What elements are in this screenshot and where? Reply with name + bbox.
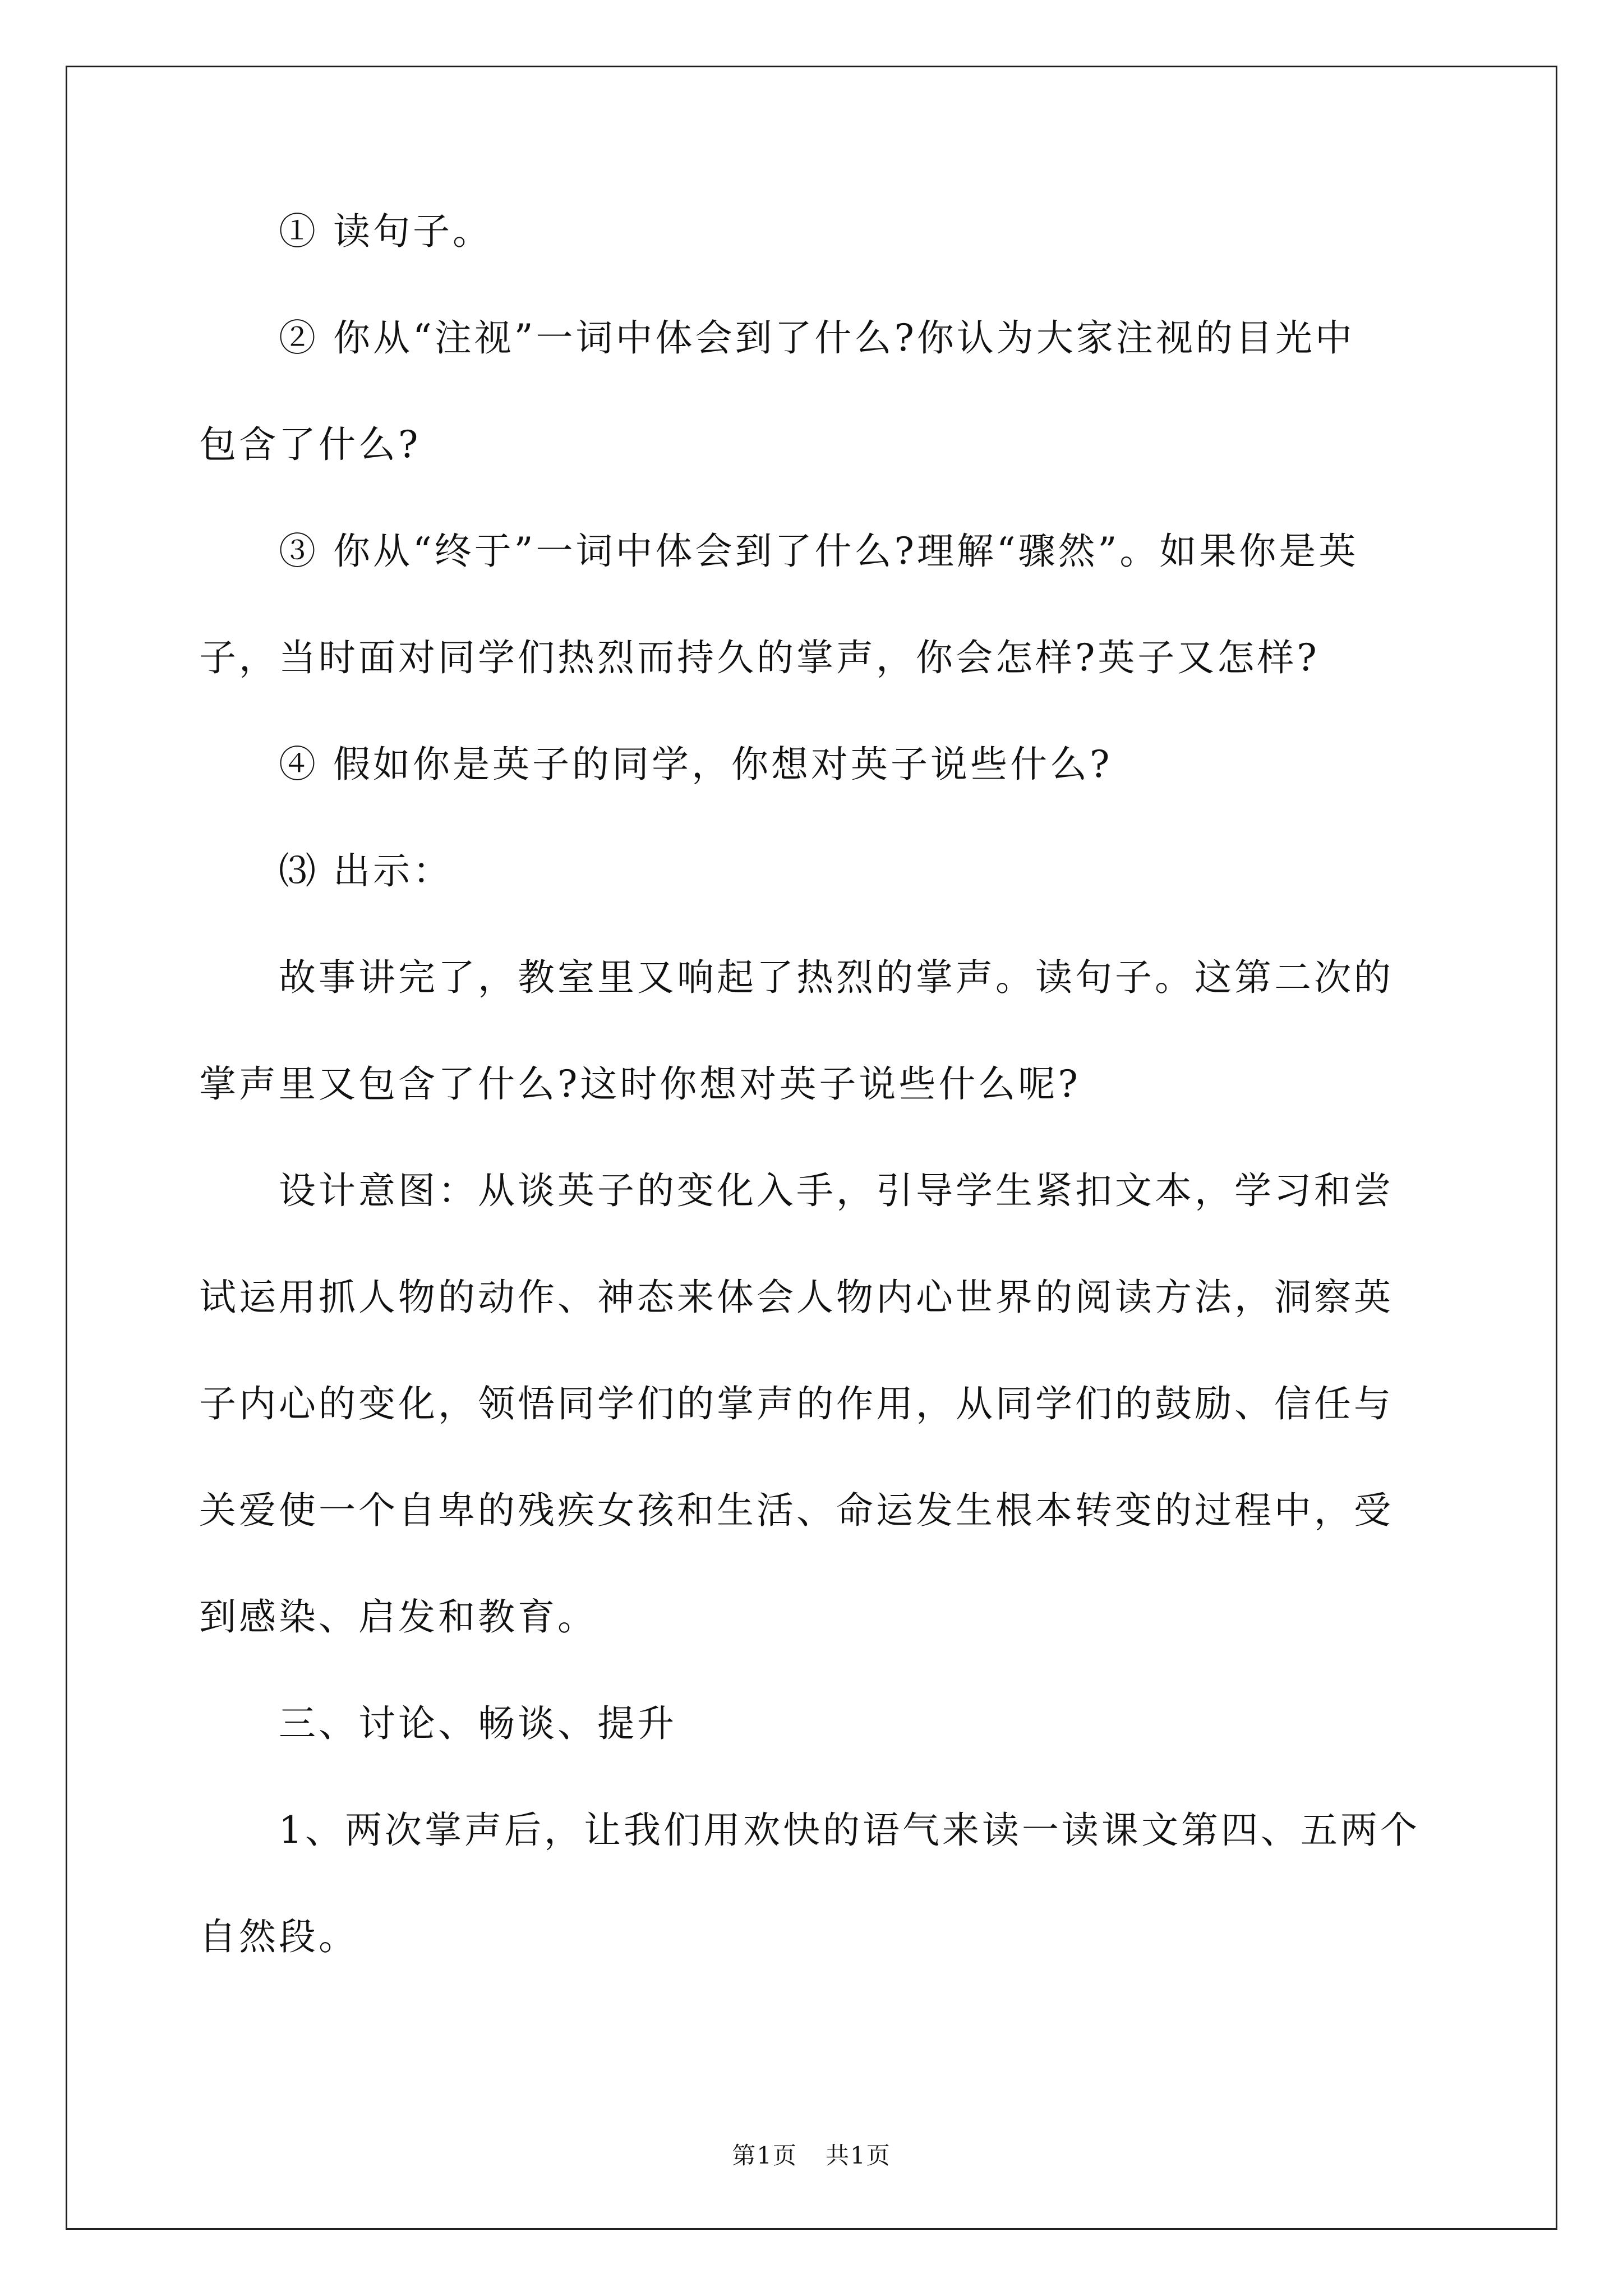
paragraph-line: 1、两次掌声后，让我们用欢快的语气来读一读课文第四、五两个 bbox=[279, 1809, 1420, 1852]
paragraph-line: 故事讲完了，教室里又响起了热烈的掌声。读句子。这第二次的 bbox=[279, 956, 1394, 999]
paragraph-line: ② 你从“注视”一词中体会到了什么?你认为大家注视的目光中 bbox=[279, 316, 1355, 360]
paragraph-line: ⑶ 出示： bbox=[279, 849, 453, 892]
paragraph-line: 掌声里又包含了什么?这时你想对英子说些什么呢? bbox=[199, 1062, 1081, 1106]
paragraph-line: 关爱使一个自卑的残疾女孩和生活、命运发生根本转变的过程中，受 bbox=[199, 1489, 1394, 1532]
paragraph-line: ① 读句子。 bbox=[279, 210, 492, 253]
paragraph-line: 包含了什么? bbox=[199, 423, 421, 466]
paragraph-line: 子，当时面对同学们热烈而持久的掌声，你会怎样?英子又怎样? bbox=[199, 636, 1320, 679]
page-number: 第1页 bbox=[732, 2142, 797, 2169]
page-total: 共1页 bbox=[826, 2142, 891, 2169]
paragraph-line: ③ 你从“终于”一词中体会到了什么?理解“骤然”。如果你是英 bbox=[279, 530, 1359, 573]
paragraph-line: 到感染、启发和教育。 bbox=[199, 1595, 597, 1639]
paragraph-line: 设计意图：从谈英子的变化入手，引导学生紧扣文本，学习和尝 bbox=[279, 1169, 1394, 1212]
section-heading: 三、讨论、畅谈、提升 bbox=[279, 1702, 677, 1745]
paragraph-line: 自然段。 bbox=[199, 1915, 358, 1958]
page-footer bbox=[0, 2137, 1623, 2171]
paragraph-line: 试运用抓人物的动作、神态来体会人物内心世界的阅读方法，洞察英 bbox=[199, 1276, 1394, 1319]
paragraph-line: 子内心的变化，领悟同学们的掌声的作用，从同学们的鼓励、信任与 bbox=[199, 1382, 1394, 1425]
page-border bbox=[66, 66, 1557, 2230]
paragraph-line: ④ 假如你是英子的同学，你想对英子说些什么? bbox=[279, 743, 1113, 786]
